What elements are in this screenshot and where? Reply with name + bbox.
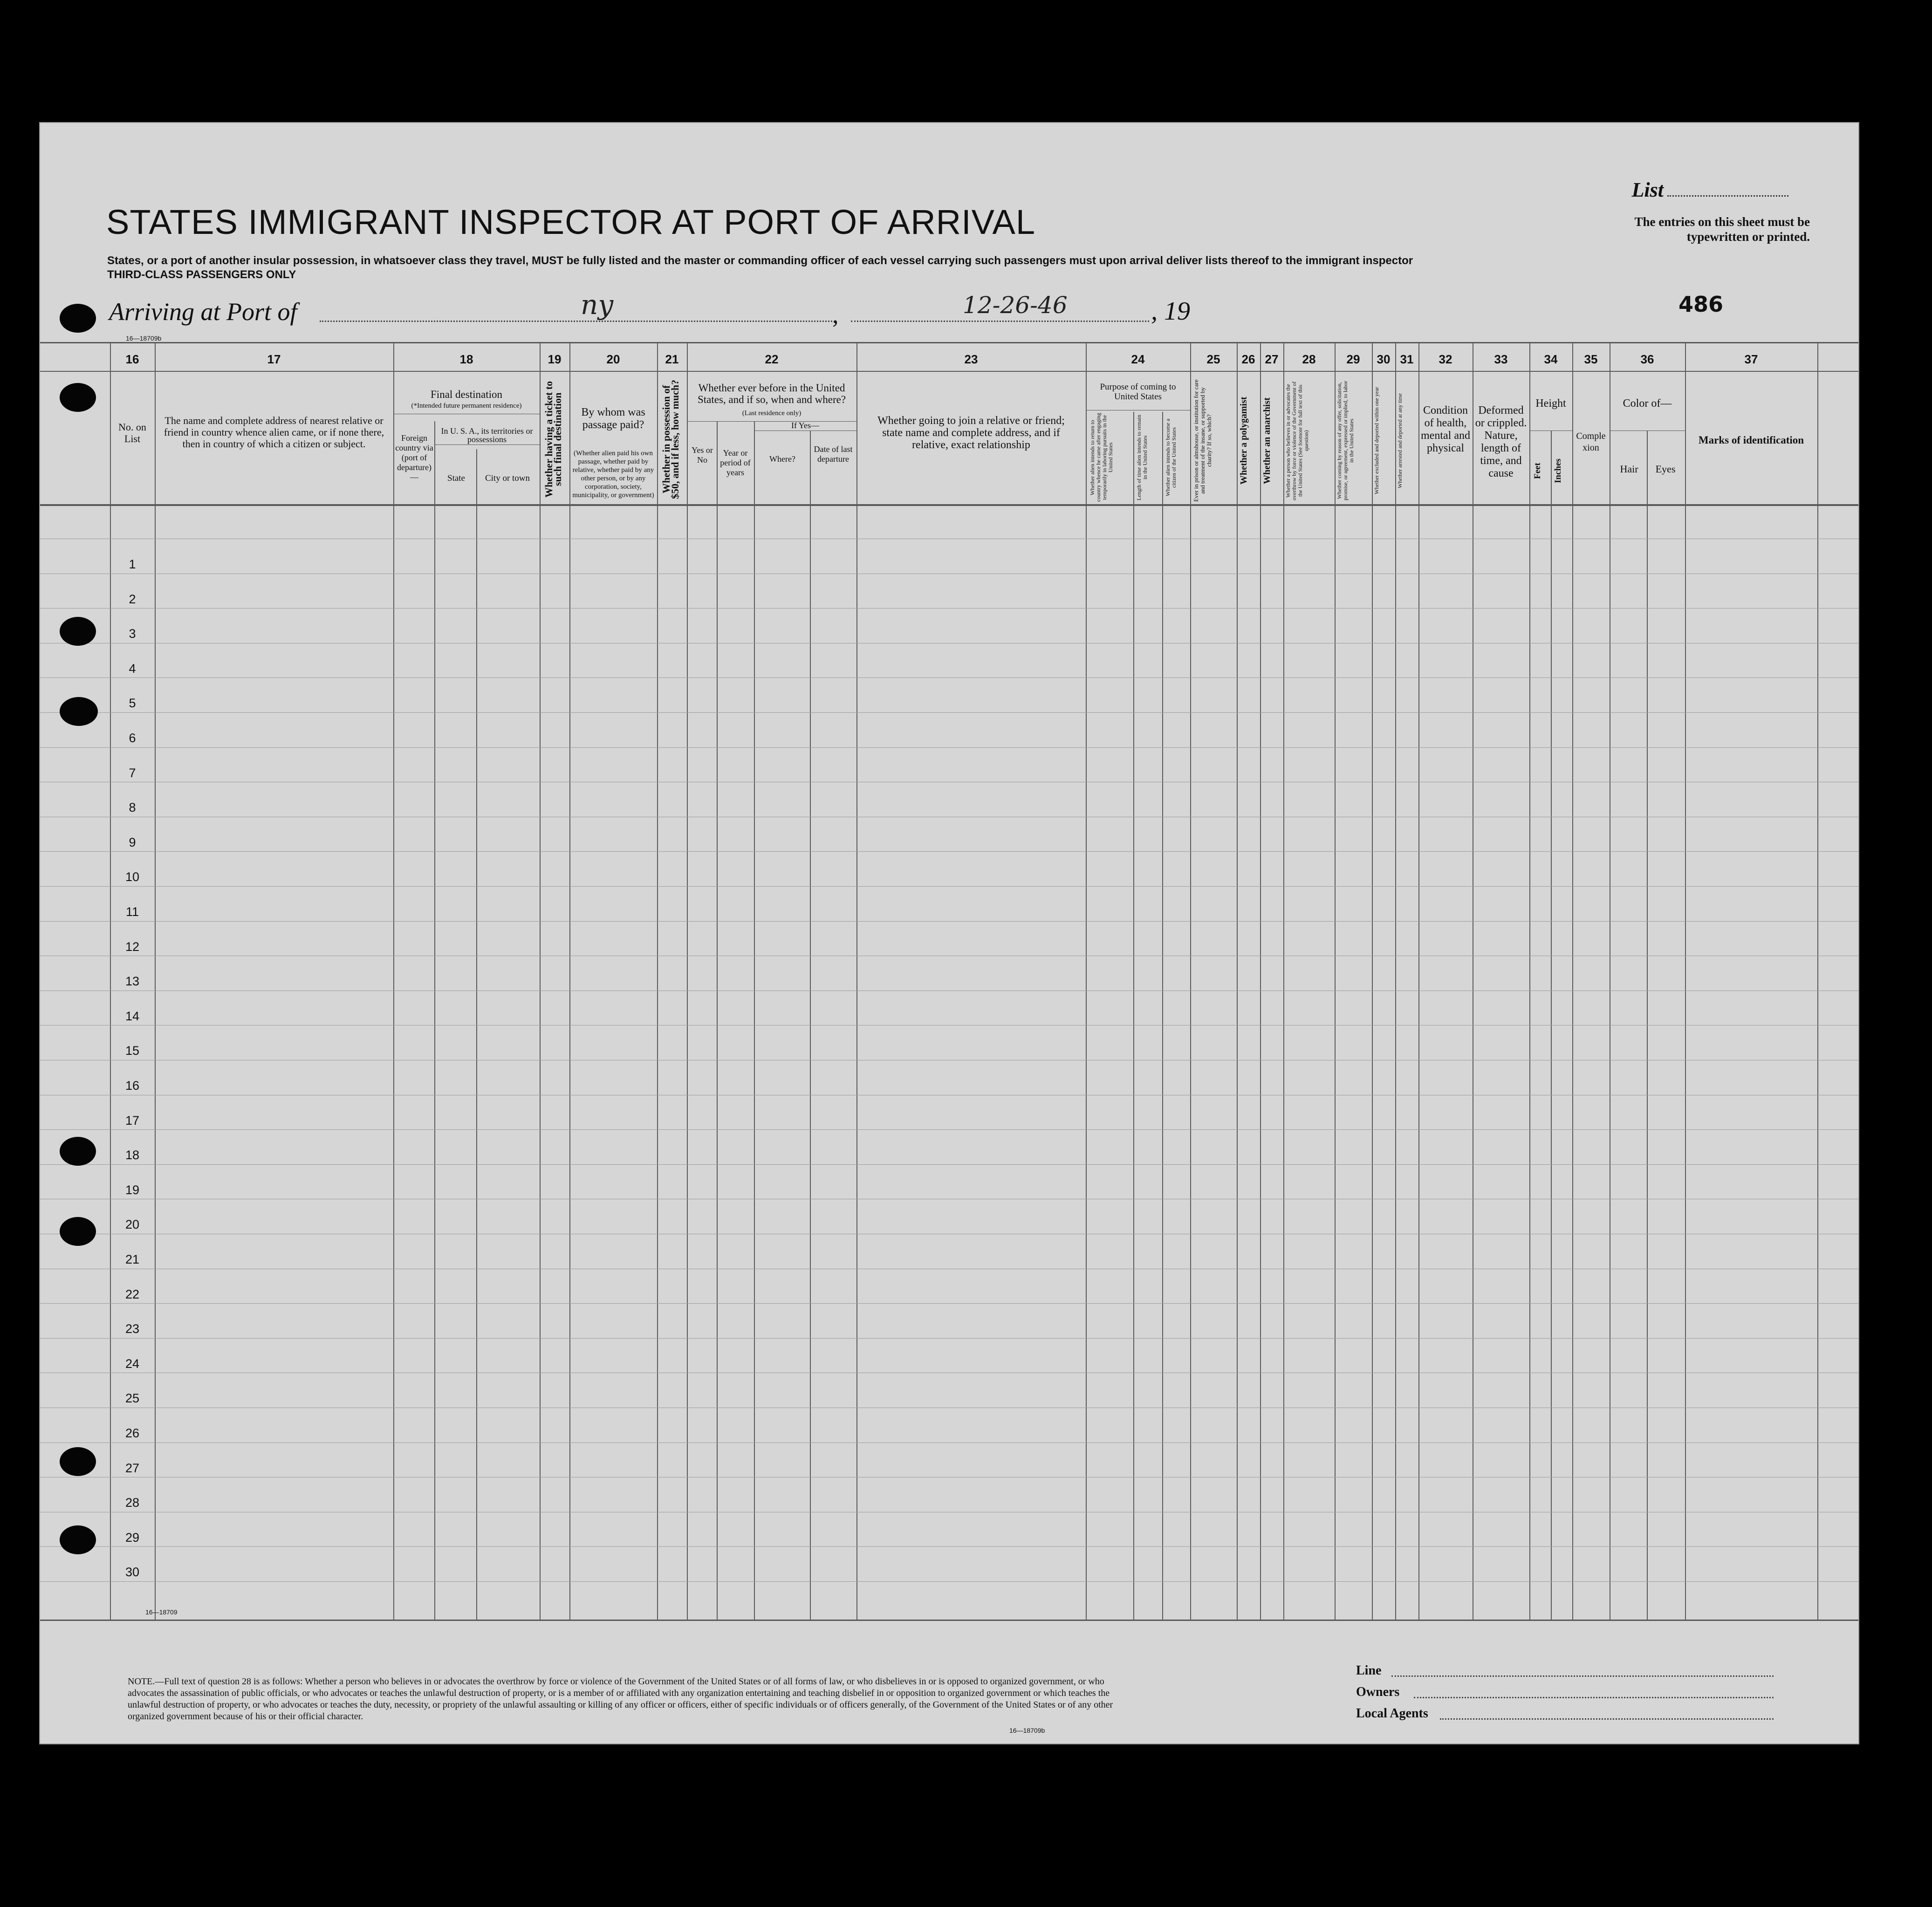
column-rule: [1685, 342, 1686, 1620]
column-rule: [1283, 342, 1284, 1620]
header-22: Whether ever before in the United States, and if so, when and where?: [697, 382, 846, 405]
row-rule: [40, 921, 1858, 922]
colnum-25: 25: [1206, 352, 1220, 366]
column-rule: [1260, 342, 1261, 1620]
header-17: The name and complete address of nearest relative or friend in country whence alien came, or if none there, then in country of which a citizen or subject.: [164, 415, 384, 450]
header-32: Condition of health, mental and physical: [1421, 404, 1470, 454]
column-rule: [687, 342, 688, 1620]
subcolumn-rule: [1133, 412, 1134, 1620]
row-rule: [40, 1546, 1858, 1547]
colnum-26: 26: [1241, 352, 1255, 366]
column-rule: [540, 342, 541, 1620]
date-dotline: [851, 321, 1149, 322]
column-rule: [1395, 342, 1396, 1620]
header-24c: Whether alien intends to become a citizen of the United States: [1165, 418, 1177, 497]
punch-hole: [60, 1137, 96, 1166]
sheet-number: 486: [1678, 292, 1723, 317]
punch-hole: [60, 304, 96, 333]
row-number: 3: [129, 627, 136, 641]
year-prefix: , 19: [1151, 297, 1190, 326]
colnum-rule: [40, 371, 1858, 372]
row-number: 25: [125, 1391, 140, 1405]
header-25: Ever in prison or almshouse, or institution for care and treatment of the insane, or supported by charity? If so, which?: [1192, 379, 1213, 502]
subcolumn-rule: [434, 421, 435, 1620]
header-24: Purpose of coming to United States: [1100, 382, 1176, 402]
local-agents-label: Local Agents: [1356, 1706, 1428, 1721]
column-rule: [657, 342, 658, 1620]
header-19: Whether having a ticket to such final destination: [543, 381, 563, 498]
header-30: Whether excluded and deported within one year: [1373, 387, 1380, 495]
table-bottom-rule: [40, 1620, 1858, 1621]
header-36: Color of—: [1623, 397, 1672, 410]
header-subrule: [434, 444, 540, 445]
footnote-q28: NOTE.—Full text of question 28 is as follows: Whether a person who believes in or advocates the overthrow by force or violence of the Government of the United States or of all forms of law, or who disbelieves in or is opposed to organized government, or who advocates the assassination of public officials, or who advocates or teaches the unlawful destruction of property, or is a member of or affiliated with any organization entertaining and teaching disbelief in or opposition to organized government or which teaches the unlawful destruction of property, or who advocates or teaches the duty, necessity, or propriety of the unlawful assaulting or killing of any officer or officers, either of specific individuals or of officers generally, of the Government of the United States or of any other organized government because of his or their official character.: [128, 1676, 1113, 1722]
subcolumn-rule: [1162, 412, 1163, 1620]
header-22-years: Year or period of years: [720, 448, 751, 477]
row-number: 9: [129, 835, 136, 849]
colnum-23: 23: [964, 352, 978, 366]
column-rule: [1372, 342, 1373, 1620]
row-rule: [40, 886, 1858, 887]
row-rule: [40, 851, 1858, 852]
header-24a: Whether alien intends to return to country whence he came after engaging temporarily in laboring pursuits in the United States: [1089, 413, 1114, 502]
colnum-24: 24: [1131, 352, 1145, 366]
header-22-where: Where?: [769, 454, 795, 464]
row-number: 13: [125, 974, 140, 988]
row-rule: [40, 1164, 1858, 1165]
header-36-hair: Hair: [1620, 463, 1638, 475]
header-16: No. on List: [118, 421, 146, 444]
colnum-20: 20: [606, 352, 620, 366]
class-line: THIRD-CLASS PASSENGERS ONLY: [107, 268, 296, 281]
date-handwriting: 12-26-46: [963, 292, 1068, 319]
colnum-16: 16: [125, 352, 139, 366]
header-36-eyes: Eyes: [1655, 463, 1676, 475]
column-rule: [1418, 342, 1419, 1620]
list-number-field: List: [1632, 178, 1788, 202]
row-number: 1: [129, 557, 136, 571]
row-rule: [40, 1303, 1858, 1304]
colnum-18: 18: [459, 352, 473, 366]
row-rule: [40, 1442, 1858, 1443]
row-rule: [40, 712, 1858, 713]
header-18-note: (*Intended future permanent residence): [411, 402, 522, 410]
row-rule: [40, 1581, 1858, 1582]
row-number: 15: [125, 1044, 140, 1058]
colnum-34: 34: [1544, 352, 1558, 366]
header-28: Whether a person who believes in or advocates the overthrow by force or violence of the Government of the United States (See footnote for full text of this question): [1285, 381, 1309, 500]
row-number: 14: [125, 1009, 140, 1023]
subcolumn-rule: [810, 431, 811, 1620]
colnum-37: 37: [1744, 352, 1758, 366]
colnum-31: 31: [1400, 352, 1414, 366]
subcolumn-rule: [754, 421, 755, 1620]
header-18-foreign: Foreign country via (port of departure)—: [395, 433, 433, 482]
header-21: Whether in possession of $50, and if less, how much?: [660, 379, 681, 499]
header-22-yesno: Yes or No: [692, 445, 713, 465]
agents-dotline: [1440, 1718, 1774, 1720]
form-code-bottom: 16—18709b: [1009, 1727, 1045, 1734]
header-33: Deformed or crippled. Nature, length of time, and cause: [1475, 404, 1527, 479]
header-20-note: (Whether alien paid his own passage, whether paid by relative, whether paid by any other person, or by any corporation, society, municipality, or government): [572, 450, 654, 499]
column-rule: [1237, 342, 1238, 1620]
header-23: Whether going to join a relative or friend; state name and complete address, and if relative, exact relationship: [877, 415, 1065, 451]
punch-hole: [60, 1217, 96, 1246]
subcolumn-rule: [1551, 431, 1552, 1620]
colnum-28: 28: [1302, 352, 1316, 366]
manifest-sheet: [39, 122, 1859, 1744]
row-number: 8: [129, 800, 136, 814]
colnum-22: 22: [765, 352, 779, 366]
subcolumn-rule: [476, 449, 477, 1620]
punch-hole: [60, 383, 96, 412]
row-number: 4: [129, 662, 136, 676]
column-rule: [110, 342, 111, 1620]
header-26: Whether a polygamist: [1239, 396, 1249, 485]
line-label: Line: [1356, 1663, 1382, 1678]
colnum-36: 36: [1640, 352, 1654, 366]
row-number: 2: [129, 592, 136, 606]
colnum-35: 35: [1584, 352, 1598, 366]
port-handwriting: ny: [581, 289, 614, 321]
column-rule: [1335, 342, 1336, 1620]
subtitle: States, or a port of another insular possession, in whatsoever class they travel, MUST be fully listed and the master or commanding officer of each vessel carrying such passengers must upon arrival deliver lists thereof to the immigrant inspector: [107, 254, 1413, 267]
colnum-29: 29: [1346, 352, 1360, 366]
header-34: Height: [1535, 397, 1566, 410]
row-rule: [40, 747, 1858, 748]
punch-hole: [60, 697, 98, 726]
form-code-top: 16—18709b: [126, 335, 162, 342]
header-34-feet: Feet: [1533, 463, 1542, 479]
line-dotline: [1391, 1675, 1774, 1677]
row-rule: [40, 1338, 1858, 1339]
form-code-table: 16—18709: [145, 1608, 178, 1616]
row-number: 22: [125, 1287, 140, 1301]
table-top-rule: [40, 342, 1858, 343]
header-18: Final destination: [431, 389, 502, 400]
row-number: 6: [129, 731, 136, 745]
header-29: Whether coming by reason of any offer, solicitation, promise, or agreement, expressed or implied, to labor in the United States: [1336, 381, 1355, 501]
row-rule: [40, 1129, 1858, 1130]
header-27: Whether an anarchist: [1262, 397, 1272, 484]
column-rule: [1572, 342, 1573, 1620]
header-22-note: (Last residence only): [742, 410, 802, 417]
row-number: 21: [125, 1252, 140, 1266]
row-number: 23: [125, 1322, 140, 1336]
header-18-state: State: [447, 473, 465, 483]
entries-note: The entries on this sheet must be typewritten or printed.: [1634, 215, 1810, 244]
row-number: 5: [129, 696, 136, 710]
row-number: 24: [125, 1357, 140, 1371]
punch-hole: [60, 1447, 96, 1476]
subcolumn-rule: [1647, 431, 1648, 1620]
column-rule: [856, 342, 857, 1620]
row-number: 27: [125, 1461, 140, 1475]
row-number: 10: [125, 870, 140, 884]
row-number: 19: [125, 1183, 140, 1197]
row-number: 26: [125, 1426, 140, 1440]
colnum-19: 19: [548, 352, 562, 366]
colnum-27: 27: [1265, 352, 1279, 366]
owners-label: Owners: [1356, 1685, 1400, 1699]
header-31: Whether arrested and deported at any time: [1397, 393, 1403, 488]
row-number: 12: [125, 940, 140, 954]
header-18-city: City or town: [485, 473, 530, 483]
page-title: STATES IMMIGRANT INSPECTOR AT PORT OF ARRIVAL: [106, 203, 1036, 241]
colnum-30: 30: [1377, 352, 1391, 366]
row-number: 30: [125, 1565, 140, 1579]
port-dotline: [320, 321, 832, 322]
header-22-date: Date of last departure: [814, 444, 853, 464]
header-20: By whom was passage paid?: [581, 406, 645, 431]
column-rule: [569, 342, 570, 1620]
subcolumn-rule: [717, 421, 718, 1620]
header-35: Complexion: [1576, 431, 1606, 453]
colnum-17: 17: [267, 352, 281, 366]
punch-hole: [60, 617, 96, 646]
row-number: 7: [129, 766, 136, 780]
row-number: 29: [125, 1531, 140, 1545]
column-rule: [1817, 342, 1818, 1620]
column-rule: [393, 342, 394, 1620]
row-number: 11: [125, 905, 139, 919]
header-37: Marks of identification: [1698, 434, 1804, 446]
row-number: 28: [125, 1496, 140, 1510]
header-18-usa: In U. S. A., its territories or possessions: [441, 426, 533, 444]
row-number: 18: [125, 1148, 140, 1162]
header-34-inches: Inches: [1553, 458, 1563, 484]
comma-1: ,: [832, 301, 839, 328]
colnum-21: 21: [665, 352, 679, 366]
header-24b: Length of time alien intends to remain in the United States: [1136, 415, 1148, 500]
column-rule: [1190, 342, 1191, 1620]
column-rule: [155, 342, 156, 1620]
colnum-33: 33: [1494, 352, 1508, 366]
row-number: 20: [125, 1217, 140, 1231]
header-22-ifyes: If Yes—: [791, 421, 819, 430]
punch-hole: [60, 1525, 96, 1554]
row-number: 17: [125, 1114, 140, 1128]
colnum-32: 32: [1439, 352, 1452, 366]
column-rule: [1529, 342, 1530, 1620]
header-bottom-rule: [40, 504, 1858, 506]
row-number: 16: [125, 1079, 140, 1093]
owners-dotline: [1414, 1697, 1774, 1698]
column-rule: [1086, 342, 1087, 1620]
row-rule: [40, 677, 1858, 678]
arriving-label: Arriving at Port of: [109, 298, 297, 326]
